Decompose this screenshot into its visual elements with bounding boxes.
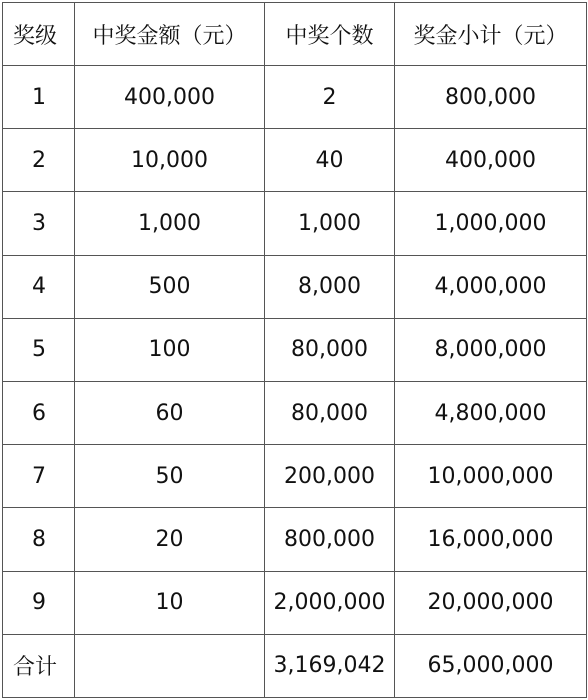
table-row [3,66,587,129]
cell-prize-level: 2 [3,129,75,192]
header-prize-subtotal: 奖金小计（元） [395,3,587,66]
cell-winner-count: 40 [265,129,395,192]
header-prize-level: 奖级 [3,3,75,66]
cell-prize-level: 3 [3,192,75,255]
cell-prize-level: 1 [3,66,75,129]
cell-prize-amount: 100 [75,318,265,381]
prize-table [2,2,587,698]
cell-prize-subtotal: 4,800,000 [395,381,587,444]
cell-winner-count: 8,000 [265,255,395,318]
cell-winner-count: 2,000,000 [265,571,395,634]
total-winner-count: 3,169,042 [265,634,395,697]
header-prize-amount: 中奖金额（元） [75,3,265,66]
total-prize-subtotal: 65,000,000 [395,634,587,697]
cell-prize-amount: 10,000 [75,129,265,192]
cell-prize-level: 4 [3,255,75,318]
total-label: 合计 [3,634,75,697]
table-row [3,255,587,318]
cell-prize-amount: 50 [75,445,265,508]
cell-prize-subtotal: 1,000,000 [395,192,587,255]
cell-winner-count: 80,000 [265,381,395,444]
table-row [3,381,587,444]
cell-winner-count: 2 [265,66,395,129]
cell-prize-subtotal: 8,000,000 [395,318,587,381]
cell-prize-amount: 400,000 [75,66,265,129]
cell-prize-amount: 20 [75,508,265,571]
cell-prize-subtotal: 16,000,000 [395,508,587,571]
cell-winner-count: 800,000 [265,508,395,571]
total-row [3,634,587,697]
cell-prize-amount: 10 [75,571,265,634]
cell-prize-subtotal: 4,000,000 [395,255,587,318]
cell-prize-amount: 60 [75,381,265,444]
cell-prize-subtotal: 10,000,000 [395,445,587,508]
cell-prize-amount: 1,000 [75,192,265,255]
header-row [3,3,587,66]
table-row [3,129,587,192]
cell-prize-level: 5 [3,318,75,381]
table-row [3,571,587,634]
cell-prize-subtotal: 400,000 [395,129,587,192]
cell-prize-subtotal: 800,000 [395,66,587,129]
cell-winner-count: 80,000 [265,318,395,381]
cell-winner-count: 1,000 [265,192,395,255]
total-prize-amount [75,634,265,697]
cell-prize-subtotal: 20,000,000 [395,571,587,634]
table-row [3,508,587,571]
table-row [3,445,587,508]
table-row [3,192,587,255]
cell-winner-count: 200,000 [265,445,395,508]
cell-prize-level: 6 [3,381,75,444]
table-row [3,318,587,381]
cell-prize-level: 8 [3,508,75,571]
header-winner-count: 中奖个数 [265,3,395,66]
cell-prize-level: 7 [3,445,75,508]
cell-prize-level: 9 [3,571,75,634]
cell-prize-amount: 500 [75,255,265,318]
